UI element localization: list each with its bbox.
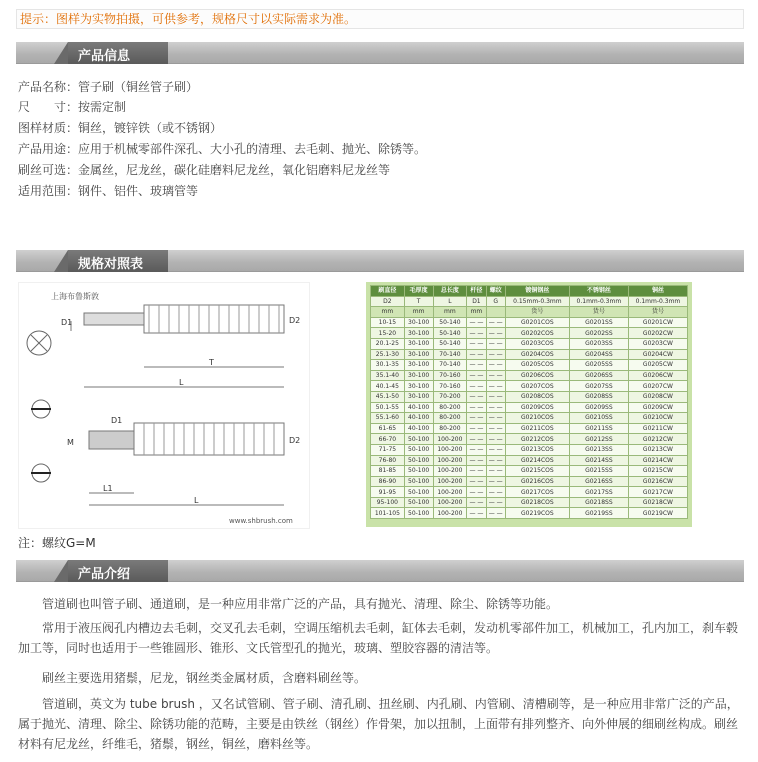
brush-diagram — [18, 282, 310, 529]
table-cell: — — — [467, 349, 486, 360]
table-cell: 50-140 — [433, 338, 467, 349]
label-l: L — [179, 378, 184, 387]
table-cell: 50-140 — [433, 317, 467, 328]
table-cell: G0216SS — [569, 476, 628, 487]
table-cell: 70-140 — [433, 360, 467, 371]
table-row — [371, 455, 688, 466]
table-header-row: D2 T L D1 G 0.15mm-0.3mm 0.1mm-0.3mm 0.1mm-0.3mm — [371, 296, 688, 307]
intro-paragraph: 管道刷，英文为 tube brush ，又名试管刷、管子刷、清孔刷、扭丝刷、内孔刷、内管刷、清槽刷等，是一种应用非常广泛的产品，属于抛光、清理、除尘、除锈功能的范畴，主要是由铁丝（钢丝）作骨架，加以扭制，上面带有排列整齐、向外伸展的细刷丝构成。刷丝材料有尼龙丝，纤维毛，猪鬃，钢丝，铜丝，磨料丝等。 — [18, 697, 739, 751]
table-cell: G0208SS — [569, 391, 628, 402]
table-cell: 100-200 — [433, 508, 467, 519]
table-cell: 30-100 — [404, 381, 433, 392]
table-cell: 30-100 — [404, 391, 433, 402]
table-cell: 50-100 — [404, 476, 433, 487]
table-cell: 61-65 — [371, 423, 405, 434]
table-cell: G0210COS — [505, 413, 569, 424]
table-cell: — — — [467, 360, 486, 371]
table-cell: — — — [486, 487, 505, 498]
table-cell: 80-200 — [433, 423, 467, 434]
label-d1: D1 — [61, 318, 73, 327]
table-cell: 81-85 — [371, 466, 405, 477]
table-row — [371, 370, 688, 381]
table-cell: 30-100 — [404, 370, 433, 381]
table-row — [371, 508, 688, 519]
table-cell: 40.1-45 — [371, 381, 405, 392]
table-cell: G0204COS — [505, 349, 569, 360]
table-cell: 30-100 — [404, 328, 433, 339]
table-cell: 100-200 — [433, 455, 467, 466]
table-cell: G0206SS — [569, 370, 628, 381]
table-cell: — — — [467, 466, 486, 477]
table-cell: 30.1-35 — [371, 360, 405, 371]
info-row-size: 尺 寸：按需定制 — [18, 100, 127, 114]
table-cell: 50-100 — [404, 508, 433, 519]
table-cell: — — — [486, 370, 505, 381]
intro-paragraph: 常用于液压阀孔内槽边去毛刺，交叉孔去毛刺，空调压缩机去毛刺，缸体去毛刺，发动机零部件加工，机械加工，孔内加工，刹车毂加工等，同时也适用于一些锥圆形、锥形、文氏管型孔的抛光，玻璃、塑胶容器的清洁等。 — [18, 621, 739, 655]
label-d2-b: D2 — [289, 436, 301, 445]
table-row — [371, 497, 688, 508]
section-header-product-info — [16, 42, 744, 64]
table-cell: G0201COS — [505, 317, 569, 328]
table-row — [371, 423, 688, 434]
table-cell: 50-100 — [404, 466, 433, 477]
table-cell: 50-100 — [404, 434, 433, 445]
table-cell: G0212CW — [628, 434, 687, 445]
section-title: 规格对照表 — [78, 257, 144, 272]
table-cell: 80-200 — [433, 402, 467, 413]
table-cell: 80-200 — [433, 413, 467, 424]
table-cell: 100-200 — [433, 497, 467, 508]
table-cell: — — — [486, 423, 505, 434]
note-thread: 注：螺纹G=M — [18, 536, 96, 550]
info-row-name: 产品名称：管子刷（铜丝管子刷） — [18, 80, 199, 94]
table-cell: 40-100 — [404, 413, 433, 424]
table-cell: — — — [486, 381, 505, 392]
info-row-material: 图样材质：铜丝，镀锌铁（或不锈钢） — [18, 121, 223, 135]
table-cell: G0219SS — [569, 508, 628, 519]
label-t: T — [209, 358, 214, 367]
table-cell: 15-20 — [371, 328, 405, 339]
table-cell: — — — [467, 328, 486, 339]
spec-table — [366, 282, 692, 527]
table-cell: G0215COS — [505, 466, 569, 477]
info-row-usage: 产品用途：应用于机械零部件深孔、大小孔的清理、去毛刺、抛光、除锈等。 — [18, 142, 427, 156]
table-cell: G0207COS — [505, 381, 569, 392]
table-cell: 40-100 — [404, 423, 433, 434]
diagram-url: www.shbrush.com — [229, 517, 293, 525]
table-cell: G0208CW — [628, 391, 687, 402]
table-cell: G0202COS — [505, 328, 569, 339]
table-cell: G0207CW — [628, 381, 687, 392]
table-cell: G0202SS — [569, 328, 628, 339]
table-cell: — — — [467, 317, 486, 328]
table-cell: 101-105 — [371, 508, 405, 519]
table-cell: 70-160 — [433, 370, 467, 381]
table-cell: G0205SS — [569, 360, 628, 371]
table-cell: 76-80 — [371, 455, 405, 466]
table-cell: G0212COS — [505, 434, 569, 445]
table-cell: G0205CW — [628, 360, 687, 371]
table-cell: G0217CW — [628, 487, 687, 498]
table-cell: 70-200 — [433, 391, 467, 402]
table-cell: G0214CW — [628, 455, 687, 466]
diagram-watermark: 上海布鲁斯敦 — [51, 292, 99, 301]
table-cell: 30-100 — [404, 360, 433, 371]
table-cell: 70-160 — [433, 381, 467, 392]
intro-paragraph: 刷丝主要选用猪鬃，尼龙，钢丝类金属材质，含磨料刷丝等。 — [42, 671, 367, 685]
table-row — [371, 381, 688, 392]
table-cell: 30-100 — [404, 349, 433, 360]
table-cell: G0215SS — [569, 466, 628, 477]
table-cell: 10-15 — [371, 317, 405, 328]
table-cell: G0202CW — [628, 328, 687, 339]
table-row — [371, 391, 688, 402]
table-cell: 50-100 — [404, 444, 433, 455]
table-cell: 100-200 — [433, 434, 467, 445]
table-cell: 55.1-60 — [371, 413, 405, 424]
section-header-spec — [16, 250, 744, 272]
table-cell: — — — [486, 444, 505, 455]
table-cell: 95-100 — [371, 497, 405, 508]
label-l1: L1 — [103, 484, 113, 493]
table-cell: 100-200 — [433, 487, 467, 498]
table-cell: G0201CW — [628, 317, 687, 328]
notice-tip: 提示：图样为实物拍摄，可供参考，规格尺寸以实际需求为准。 — [16, 9, 744, 29]
table-cell: G0206COS — [505, 370, 569, 381]
table-cell: G0219CW — [628, 508, 687, 519]
section-title: 产品介绍 — [78, 567, 131, 582]
label-l-b: L — [194, 496, 199, 505]
table-cell: 71-75 — [371, 444, 405, 455]
table-cell: — — — [467, 370, 486, 381]
table-cell: — — — [486, 455, 505, 466]
table-cell: — — — [486, 391, 505, 402]
label-d1-b: D1 — [111, 416, 123, 425]
table-cell: G0204CW — [628, 349, 687, 360]
table-cell: — — — [486, 434, 505, 445]
table-cell: — — — [467, 423, 486, 434]
table-cell: 30-100 — [404, 317, 433, 328]
table-cell: — — — [467, 444, 486, 455]
table-cell: 40-100 — [404, 402, 433, 413]
table-cell: — — — [467, 434, 486, 445]
table-cell: — — — [486, 497, 505, 508]
table-cell: — — — [467, 508, 486, 519]
table-cell: 50-100 — [404, 487, 433, 498]
table-row — [371, 402, 688, 413]
table-cell: 35.1-40 — [371, 370, 405, 381]
table-cell: G0213COS — [505, 444, 569, 455]
table-cell: G0208COS — [505, 391, 569, 402]
table-cell: — — — [467, 402, 486, 413]
table-cell: — — — [486, 328, 505, 339]
table-cell: — — — [467, 487, 486, 498]
table-cell: G0217COS — [505, 487, 569, 498]
table-row — [371, 434, 688, 445]
table-cell: G0206CW — [628, 370, 687, 381]
table-cell: G0203SS — [569, 338, 628, 349]
table-cell: 100-200 — [433, 466, 467, 477]
table-cell: G0201SS — [569, 317, 628, 328]
table-cell: 66-70 — [371, 434, 405, 445]
table-cell: 86-90 — [371, 476, 405, 487]
info-row-wire: 刷丝可选：金属丝，尼龙丝，碳化硅磨料尼龙丝，氧化铝磨料尼龙丝等 — [18, 163, 391, 177]
table-cell: 100-200 — [433, 476, 467, 487]
table-cell: G0203COS — [505, 338, 569, 349]
table-cell: — — — [486, 466, 505, 477]
info-row-scope: 适用范围：钢件、铝件、玻璃管等 — [18, 184, 199, 198]
table-cell: G0211COS — [505, 423, 569, 434]
table-cell: 50-100 — [404, 497, 433, 508]
table-cell: — — — [467, 497, 486, 508]
table-cell: G0215CW — [628, 466, 687, 477]
table-cell: G0213CW — [628, 444, 687, 455]
table-row — [371, 360, 688, 371]
table-cell: G0211CW — [628, 423, 687, 434]
table-cell: — — — [467, 476, 486, 487]
section-title: 产品信息 — [78, 49, 131, 64]
table-cell: G0216CW — [628, 476, 687, 487]
table-row — [371, 349, 688, 360]
table-cell: G0218CW — [628, 497, 687, 508]
table-cell: G0205COS — [505, 360, 569, 371]
table-cell: G0214SS — [569, 455, 628, 466]
table-cell: — — — [467, 391, 486, 402]
table-cell: G0210CW — [628, 413, 687, 424]
table-cell: G0209SS — [569, 402, 628, 413]
table-cell: 45.1-50 — [371, 391, 405, 402]
label-d2: D2 — [289, 316, 301, 325]
table-row — [371, 476, 688, 487]
table-cell: — — — [467, 413, 486, 424]
table-cell: G0203CW — [628, 338, 687, 349]
table-cell: 50-100 — [404, 455, 433, 466]
table-cell: 70-140 — [433, 349, 467, 360]
table-cell: 20.1-25 — [371, 338, 405, 349]
table-row — [371, 328, 688, 339]
table-cell: G0204SS — [569, 349, 628, 360]
table-cell: — — — [467, 455, 486, 466]
table-cell: G0207SS — [569, 381, 628, 392]
table-row — [371, 317, 688, 328]
intro-paragraph: 管道刷也叫管子刷、通道刷，是一种应用非常广泛的产品，具有抛光、清理、除尘、除锈等功能。 — [42, 597, 559, 611]
table-cell: — — — [486, 338, 505, 349]
table-cell: G0209CW — [628, 402, 687, 413]
table-cell: — — — [467, 381, 486, 392]
table-cell: — — — [486, 402, 505, 413]
table-cell: G0216COS — [505, 476, 569, 487]
table-cell: G0218COS — [505, 497, 569, 508]
table-cell: — — — [486, 317, 505, 328]
table-cell: — — — [486, 508, 505, 519]
table-cell: — — — [486, 360, 505, 371]
table-cell: G0209COS — [505, 402, 569, 413]
table-cell: — — — [486, 476, 505, 487]
table-cell: 25.1-30 — [371, 349, 405, 360]
table-cell: G0213SS — [569, 444, 628, 455]
table-cell: — — — [486, 349, 505, 360]
table-cell: G0212SS — [569, 434, 628, 445]
table-cell: 91-95 — [371, 487, 405, 498]
table-row — [371, 413, 688, 424]
table-cell: 50-140 — [433, 328, 467, 339]
table-cell: G0211SS — [569, 423, 628, 434]
table-cell: G0210SS — [569, 413, 628, 424]
table-row — [371, 444, 688, 455]
table-cell: G0218SS — [569, 497, 628, 508]
table-cell: 100-200 — [433, 444, 467, 455]
table-row — [371, 466, 688, 477]
table-header-row: 刷直径 毛厚度 总长度 杆径 螺纹 镀铜钢丝 不锈钢丝 铜丝 — [371, 286, 688, 297]
table-cell: — — — [467, 338, 486, 349]
table-row — [371, 487, 688, 498]
label-m: M — [67, 438, 74, 447]
table-cell: 30-100 — [404, 338, 433, 349]
table-header-row: mm mm mm mm 货号 货号 货号 — [371, 307, 688, 318]
table-cell: G0219COS — [505, 508, 569, 519]
table-cell: G0217SS — [569, 487, 628, 498]
table-cell: G0214COS — [505, 455, 569, 466]
table-cell: 50.1-55 — [371, 402, 405, 413]
table-cell: — — — [486, 413, 505, 424]
section-header-intro — [16, 560, 744, 582]
table-row — [371, 338, 688, 349]
